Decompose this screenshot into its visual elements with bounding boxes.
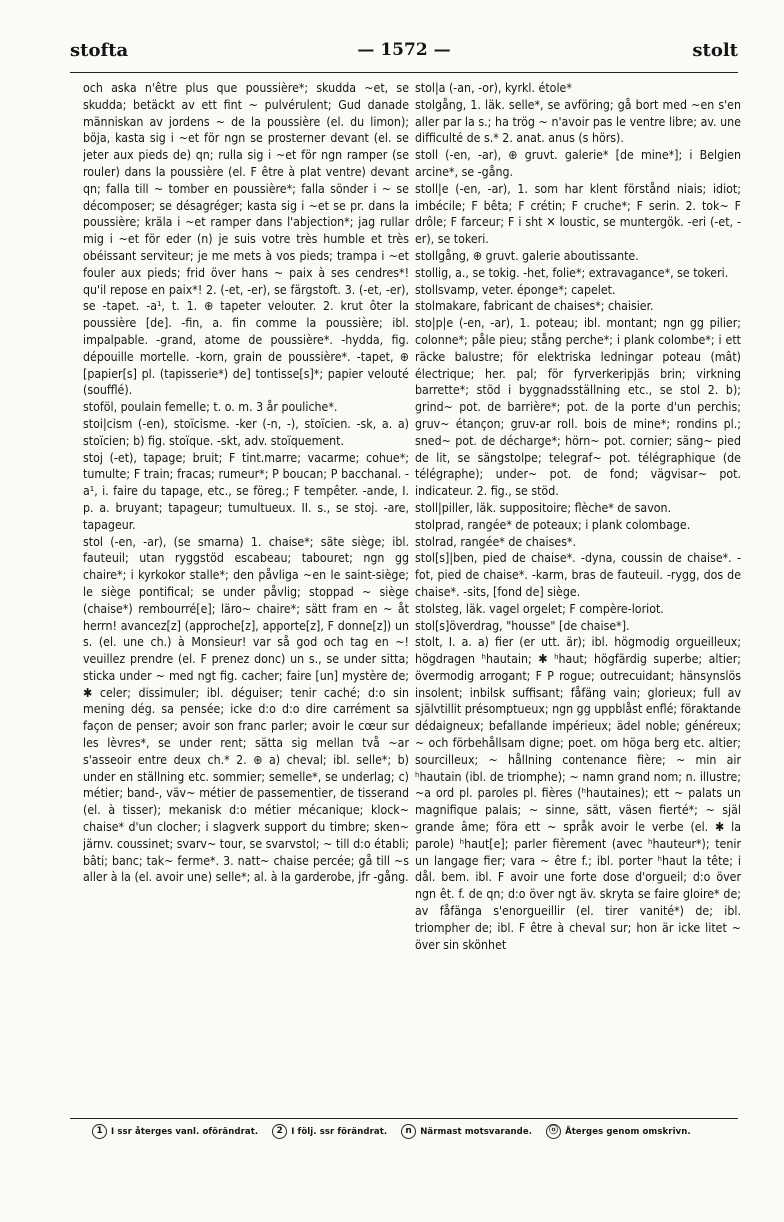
header-rule xyxy=(70,72,738,73)
footnote-mark: n xyxy=(401,1124,416,1139)
entry-stol: stol (-en, -ar), (se smarna) 1. chaise*; säte siège; ibl. fauteuil; utan ryggstöd escabeau; tabouret; ngn gg chaire*; i kyrkokor stalle*; den påvliga ~en le saint-siège; le siège pontifical; se under påvlig; stoppad ~ siège (chaise*) rembourré[e]; läro~ chaire*; sätt fram en ~ åt herrn! avancez[z] (approche[z], apporte[z], F donne[z]) un s. (el. une ch.) à Monsieur! var så god och tag en ~! veuillez prendre (el. F prenez donc) un s., se under sitta; sticka under ~ med ngt fig. cacher; faire [un] mystère de; ✱ celer; dissimuler; ibl. déguiser; tenir caché; d:o sin mening dég. sa pensée; icke d:o d:o dire carrément sa façon de penser; avoir son franc parler; avoir le cœur sur les lèvres*, se under rent; sätta sig mellan två ~ar s'asseoir entre deux ch.* 2. ⊕ a) cheval; ibl. selle*; b) under en ställning etc. sommier; semelle*, se underlag; c) métier; band-, väv~ métier de passementier, de tisserand (el. à tisser); mekanisk d:o métier mécanique; klock~ chaise* d'un clocher; i slagverk support du timbre; sken~ järnv. coussinet; svarv~ tour, se svarvstol; ~ till d:o établi; bâti; banc; tak~ ferme*. 3. natt~ chaise percée; gå till ~s aller à la (el. avoir une) selle*; al. à la garderobe, jfr -gång. xyxy=(83,534,409,885)
entry-stolrad: stolrad, rangée* de chaises*. xyxy=(415,534,577,549)
left-column xyxy=(83,80,409,1088)
footnote-mark: 1 xyxy=(92,1124,107,1139)
entry-stolsoverdrag: stol[s]överdrag, "housse" [de chaise*]. xyxy=(415,618,630,633)
footnote-text: I följ. ssr förändrat. xyxy=(291,1126,388,1137)
entry-stoicism: stoi|cism (-en), stoïcisme. -ker (-n, -), stoïcien. -sk, a. a) stoïcien; b) fig. stoïque. -skt, adv. stoïquement. xyxy=(83,416,409,448)
footnote-mark: ⓞ xyxy=(546,1124,561,1139)
right-running-headword: stolt xyxy=(692,40,738,61)
right-column xyxy=(415,80,741,1088)
footnote xyxy=(272,1124,387,1139)
left-running-headword: stofta xyxy=(70,40,129,61)
entry-stollgang: stollgång, ⊕ gruvt. galerie aboutissante. xyxy=(415,248,639,263)
entry-stolprad: stolprad, rangée* de poteaux; i plank colombage. xyxy=(415,517,691,532)
footnote-text: Närmast motsvarande. xyxy=(420,1126,533,1137)
entry-stola: stol|a (-an, -or), kyrkl. étole* xyxy=(415,81,572,95)
entry-stolt: stolt, I. a. a) fier (er utt. är); ibl. högmodig orgueilleux; högdragen ʰhautain; ✱ ʰhaut; högfärdig superbe; altier; övermodig arrogant; F P rogue; outrecuidant; hänsynslös insolent; inbilsk suffisant; fåfäng vain; glorieux; full av självtillit présomptueux; ngn gg uppblåst enflé; föraktande dédaigneux; befallande impérieux; ädel noble; généreux; ~ och förbehållsam digne; poet. om höga berg etc. altier; sourcilleux; ~ hållning contenance fière; ~ min air ʰhautain (ibl. de triomphe); ~ namn grand nom; n. illustre; ~a ord pl. paroles pl. fières (ʰhautaines); ett ~ palats un magnifique palais; ~ sinne, sätt, väsen fierté*; ~ själ grande âme; föra ett ~ språk avoir le verbe (el. ✱ la parole) ʰhaut[e]; parler fièrement (avec ʰhauteur*); tenir un langage fier; vara ~ être f.; ibl. porter ʰhaut la tête; i dål. bem. ibl. F avoir une forte dose d'orgueil; d:o över ngn êt. f. de qn; d:o över ngt äv. skryta se faire gloire* de; av fåfänga s'enorgueillir (el. tirer vanité*) de; ibl. triompher de; ibl. F être à cheval sur; hon är icke litet ~ över sin skönhet xyxy=(415,635,741,952)
page-header xyxy=(70,36,738,72)
entry-stoj: stoj (-et), tapage; bruit; F tint.marre; vacarme; cohue*; tumulte; F train; fracas; rumeur*; P boucan; P bacchanal. -a¹, i. faire du tapage, etc., se föreg.; F tempêter. -ande, I. p. a. bruyant; tapageur; tumultueux. II. s., se stoj. -are, tapageur. xyxy=(83,450,409,532)
entry-stolle: stoll|e (-en, -ar), 1. som har klent förstånd niais; idiot; imbécile; F bêta; F crétin; F cruche*; F serin. 2. tok~ F drôle; F farceur; F i sht ✕ loustic, se muntergök. -eri (-et, -er), se tokeri. xyxy=(415,181,741,247)
entry-stolsben: stol[s]|ben, pied de chaise*. -dyna, coussin de chaise*. -fot, pied de chaise*. -karm, bras de fauteuil. -rygg, dos de chaise*. -sits, [fond de] siège. xyxy=(415,551,741,599)
entry-stollig: stollig, a., se tokig. -het, folie*; extravagance*, se tokeri. xyxy=(415,265,729,280)
footnote-text: Återges genom omskrivn. xyxy=(565,1126,691,1137)
footnotes xyxy=(92,1124,742,1139)
footnote xyxy=(401,1124,532,1139)
footnote xyxy=(546,1124,691,1139)
entry-stollpiller: stoll|piller, läk. suppositoire; flèche* de savon. xyxy=(415,500,672,515)
page-number: — 1572 — xyxy=(357,40,451,60)
entry-stoft-continued: och aska n'être plus que poussière*; skudda ~et, se skudda; betäckt av ett fint ~ pulvérulent; Gud danade människan av jordens ~ de la poussière (el. du limon); böja, kasta sig i ~et för ngn se prosterner devant (el. se jeter aux pieds de) qn; rulla sig i ~et för ngn ramper (se rouler) dans la poussière (el. F être à plat ventre) devant qn; falla till ~ tomber en poussière*; falla sönder i ~ se décomposer; se désagréger; kasta sig i ~et se pr. dans la poussière; kräla i ~et ramper dans l'abjection*; jag rullar mig i ~et för eder (n) je suis votre très humble et très obéissant serviteur; je me mets à vos pieds; trampa i ~et fouler aux pieds; frid över hans ~ paix à ses cendres*! qu'il repose en paix*! 2. (-et, -er), se färgstoft. 3. (-et, -er), se -tapet. -a¹, t. 1. ⊕ tapeter velouter. 2. krut ôter la poussière [de]. -fin, a. fin comme la poussière; ibl. impalpable. -grand, atome de poussière*. -hydda, fig. dépouille mortelle. -korn, grain de poussière*. -tapet, ⊕ [papier[s] pl. (tapisserie*) de] tontisse[s]*; papier velouté (soufflé). xyxy=(83,81,409,398)
footnote xyxy=(92,1124,258,1139)
entry-stolgang: stolgång, 1. läk. selle*, se avföring; gå bort med ~en s'en aller par la s.; ha trög ~ n'avoir pas le ventre libre; av. une difficulté de s.* 2. anat. anus (s hörs). xyxy=(415,97,741,146)
entry-stofol: stoföl, poulain femelle; t. o. m. 3 år pouliche*. xyxy=(83,400,338,415)
entry-stoll: stoll (-en, -ar), ⊕ gruvt. galerie* [de mine*]; i Belgien arcine*, se -gång. xyxy=(415,148,741,179)
entry-stolmakare: stolmakare, fabricant de chaises*; chaisier. xyxy=(415,299,654,314)
footnote-rule xyxy=(70,1118,738,1119)
entry-stollsvamp: stollsvamp, veter. éponge*; capelet. xyxy=(415,282,616,297)
entry-stolsteg: stolsteg, läk. vagel orgelet; F compère-loriot. xyxy=(415,601,664,616)
entry-stolpe: sto|p|e (-en, -ar), 1. poteau; ibl. montant; ngn gg pilier; colonne*; påle pieu; stång perche*; i plank colombe*; i ett räcke balustre; för elektriska ledningar poteau (mât) électrique; her. pal; för fyrverkeripjäs brin; virkning barrette*; stöd i byggnadsställning etc., se stol 2. b); grind~ pot. de barrière*; pot. de la porte d'un perchis; gruv~ étançon; gruv-ar roll. bois de mine*; rondins pl.; sned~ pot. de décharge*; hörn~ pot. cornier; säng~ pied de lit, se sängstolpe; telegraf~ pot. télégraphique (de télégraphe); under~ pot. de fond; vägvisar~ pot. indicateur. 2. fig., se stöd. xyxy=(415,316,741,499)
footnote-text: I ssr återges vanl. oförändrat. xyxy=(111,1126,259,1137)
footnote-mark: 2 xyxy=(272,1124,287,1139)
